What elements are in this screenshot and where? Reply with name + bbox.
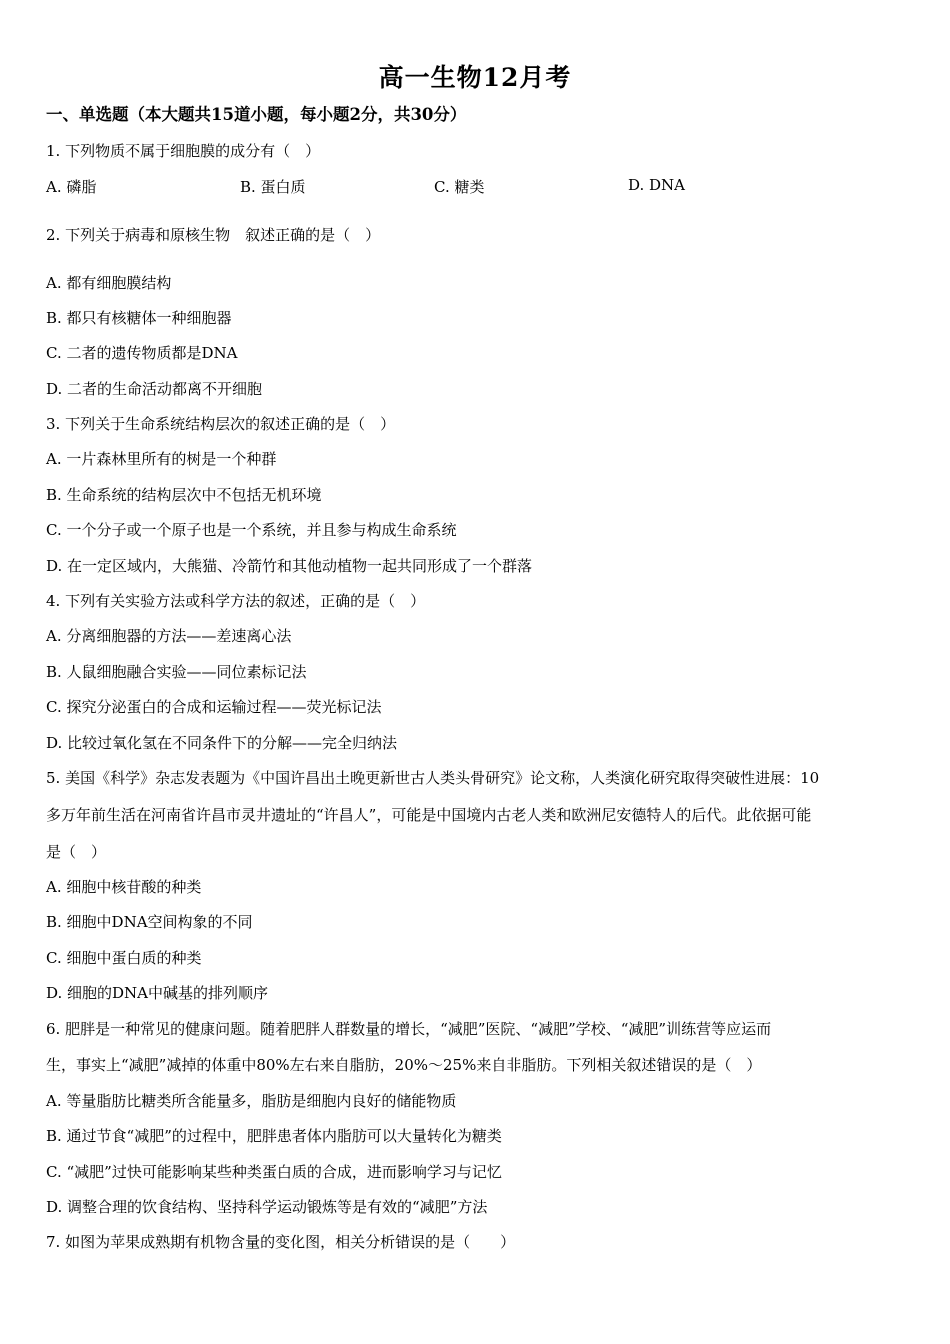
- question-4-stem: 4. 下列有关实验方法或科学方法的叙述，正确的是（ ）: [46, 592, 426, 610]
- q2-option-d: D. 二者的生命活动都离不开细胞: [46, 380, 263, 398]
- q6-option-b: B. 通过节食“减肥”的过程中，肥胖患者体内脂肪可以大量转化为糖类: [46, 1127, 502, 1145]
- q3-option-d: D. 在一定区域内，大熊猫、冷箭竹和其他动植物一起共同形成了一个群落: [46, 557, 533, 575]
- q2-option-c: C. 二者的遗传物质都是DNA: [46, 344, 238, 362]
- q4-option-b: B. 人鼠细胞融合实验——同位素标记法: [46, 663, 307, 681]
- q2-option-b: B. 都只有核糖体一种细胞器: [46, 309, 232, 327]
- question-1-stem: 1. 下列物质不属于细胞膜的成分有（ ）: [46, 142, 321, 160]
- question-5-stem-line-3: 是（ ）: [46, 843, 107, 861]
- question-6-stem-line-1: 6. 肥胖是一种常见的健康问题。随着肥胖人群数量的增长，“减肥”医院、“减肥”学校、“减肥”训练营等应运而: [46, 1020, 772, 1038]
- q1-option-c: C. 糖类: [434, 178, 485, 196]
- q1-option-b: B. 蛋白质: [240, 178, 306, 196]
- q6-option-c: C. “减肥”过快可能影响某些种类蛋白质的合成，进而影响学习与记忆: [46, 1163, 502, 1181]
- q4-option-a: A. 分离细胞器的方法——差速离心法: [46, 627, 292, 645]
- q3-option-a: A. 一片森林里所有的树是一个种群: [46, 450, 277, 468]
- q1-option-d: D. DNA: [628, 176, 686, 194]
- question-3-stem: 3. 下列关于生命系统结构层次的叙述正确的是（ ）: [46, 415, 396, 433]
- q3-option-b: B. 生命系统的结构层次中不包括无机环境: [46, 486, 322, 504]
- q5-option-c: C. 细胞中蛋白质的种类: [46, 949, 202, 967]
- question-6-stem-line-2: 生，事实上“减肥”减掉的体重中80%左右来自脂肪，20%～25%来自非脂肪。下列相关叙述错误的是（ ）: [46, 1056, 762, 1074]
- q5-option-a: A. 细胞中核苷酸的种类: [46, 878, 202, 896]
- q5-option-b: B. 细胞中DNA空间构象的不同: [46, 913, 253, 931]
- q3-option-c: C. 一个分子或一个原子也是一个系统，并且参与构成生命系统: [46, 521, 457, 539]
- q4-option-d: D. 比较过氧化氢在不同条件下的分解——完全归纳法: [46, 734, 398, 752]
- q5-option-d: D. 细胞的DNA中碱基的排列顺序: [46, 984, 269, 1002]
- section-heading: 一、单选题（本大题共15道小题，每小题2分，共30分）: [46, 105, 467, 124]
- q6-option-d: D. 调整合理的饮食结构、坚持科学运动锻炼等是有效的“减肥”方法: [46, 1198, 488, 1216]
- question-7-stem: 7. 如图为苹果成熟期有机物含量的变化图，相关分析错误的是（ ）: [46, 1233, 516, 1251]
- q6-option-a: A. 等量脂肪比糖类所含能量多，脂肪是细胞内良好的储能物质: [46, 1092, 457, 1110]
- question-5-stem-line-1: 5. 美国《科学》杂志发表题为《中国许昌出土晚更新世古人类头骨研究》论文称，人类演化研究取得突破性进展：10: [46, 769, 820, 787]
- q1-option-a: A. 磷脂: [46, 178, 97, 196]
- q2-option-a: A. 都有细胞膜结构: [46, 274, 172, 292]
- question-2-stem: 2. 下列关于病毒和原核生物 叙述正确的是（ ）: [46, 226, 381, 244]
- page-title: 高一生物12月考: [378, 63, 572, 92]
- question-5-stem-line-2: 多万年前生活在河南省许昌市灵井遗址的“许昌人”，可能是中国境内古老人类和欧洲尼安德特人的后代。此依据可能: [46, 806, 812, 824]
- q4-option-c: C. 探究分泌蛋白的合成和运输过程——荧光标记法: [46, 698, 382, 716]
